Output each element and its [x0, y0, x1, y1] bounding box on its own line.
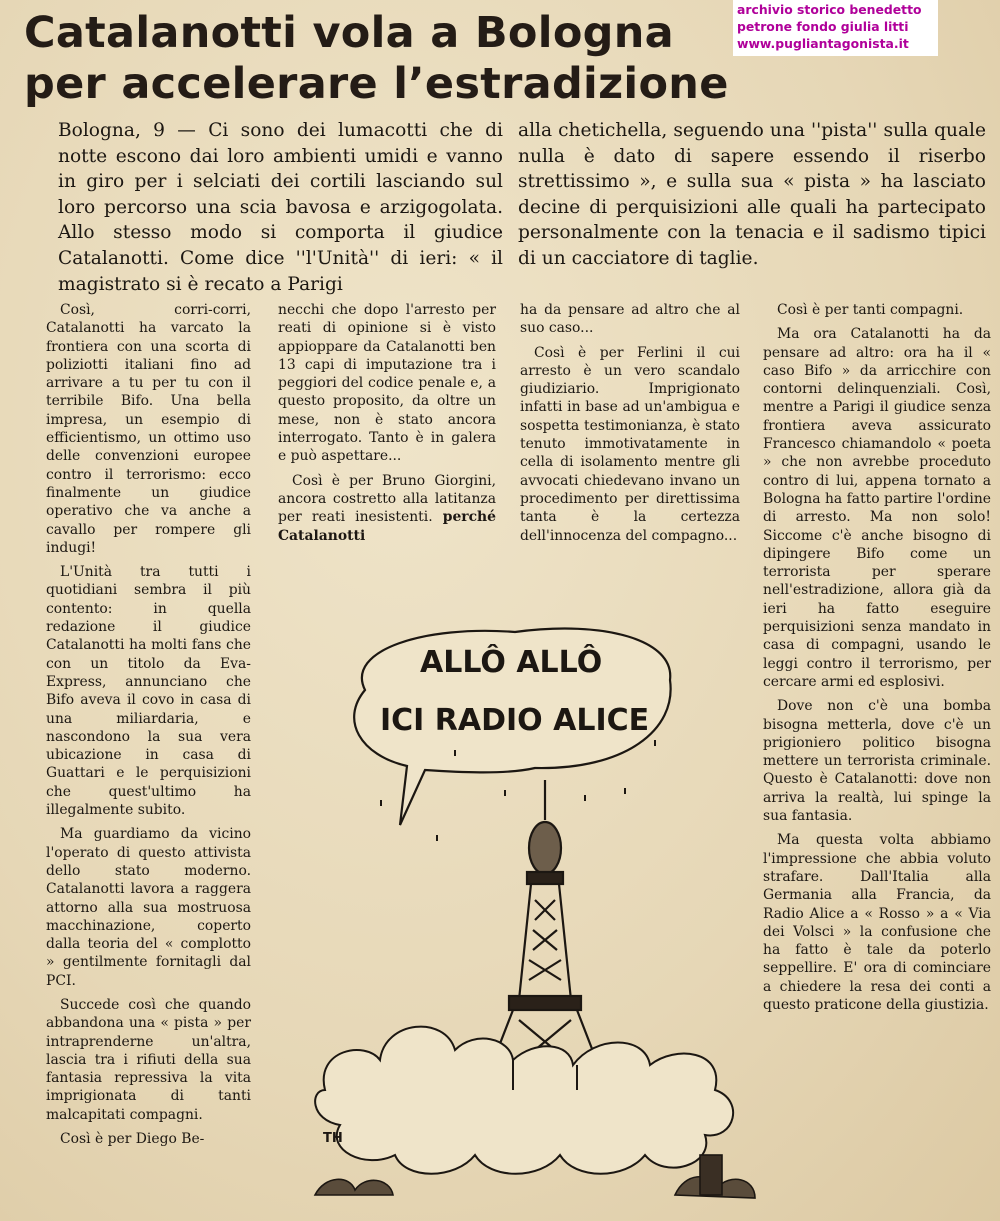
lead-paragraph-left: Bologna, 9 — Ci sono dei lumacotti che di notte escono dai loro ambienti umidi e vanno in giro per i selciati dei cortili lasciando sul loro percorso una scia bavosa e arzigogolata. Allo stesso modo si comporta il giudice Catalanotti. Come dice ''l'Unità'' di ieri: « il magistrato si è recato a Parigi: [58, 120, 503, 295]
cloud-around-tower: [315, 1027, 733, 1174]
archive-watermark: [733, 0, 938, 56]
bubble-text-line-2: ICI RADIO ALICE: [380, 703, 650, 738]
column-paragraph: Ma ora Catalanotti ha da pensare ad altro: ora ha il « caso Bifo » da arricchire con contorni delinquenziali. Così, mentre a Parigi il giudice senza frontiera aveva assicurato Francesco chiamandolo « poeta » che non avrebbe proceduto contro di lui, appena tornato a Bologna ha fatto partire l'ordine di arresto. Ma non solo! Siccome c'è anche bisogno di dipingere Bifo come un terrorista per sperare nell'estradizione, allora già da ieri ha fatto eseguire perquisizioni senza mandato in casa di compagni, usando le leggi contro il terrorismo, per cercare armi ed esplosivi.: [763, 326, 991, 690]
bold-continuation: perché Catalanotti: [278, 509, 496, 544]
headline-line-2: per accelerare l’estradizione: [24, 59, 729, 109]
column-paragraph: Così è per Diego Be-: [60, 1131, 205, 1148]
column-paragraph: Succede così che quando abbandona una « pista » per intraprenderne un'altra, lascia tra i rifiuti della sua fantasia repressiva la vita imprigionata di tanti malcapitati compagni.: [46, 996, 251, 1123]
column-paragraph: Ma guardiamo da vicino l'operato di questo attivista dello stato moderno. Catalanotti lavora a raggera attorno alla sua mostruosa macchinazione, coperto dalla teoria del « complotto » gentilmente fornitagli dal PCI.: [46, 826, 251, 989]
body-column-1: [46, 301, 251, 1154]
column-paragraph: Ma questa volta abbiamo l'impressione che abbia voluto strafare. Dall'Italia alla Germania alla Francia, da Radio Alice a « Rosso » a « Via dei Volsci » la confusione che ha fatto è tale da poterlo seppellire. E' ora di cominciare a chiedere la resa dei conti a questo praticone della giustizia.: [763, 832, 991, 1013]
body-column-2: [278, 301, 496, 551]
eiffel-tower-cartoon: [305, 620, 765, 1210]
column-paragraph: Così, corri-corri, Catalanotti ha varcato la frontiera con una scorta di poliziotti italiani fino ad arrivare a tu per tu con il terribile Bifo. Una bella impresa, un esempio di efficientismo, un ottimo uso delle convenzioni europee contro il terrorismo: ecco finalmente un giudice operativo che va anche a cavallo per rompere gli indugi!: [46, 302, 251, 556]
column-paragraph: necchi che dopo l'arresto per reati di opinione si è visto appioppare da Catalanotti ben 13 capi di imputazione tra i peggiori del codice penale e, a questo proposito, da oltre un mese, non è stato ancora interrogato. Tanto è in galera e può aspettare...: [278, 302, 496, 465]
body-column-4: [763, 301, 991, 1020]
cartoonist-signature: TH: [323, 1131, 343, 1146]
bubble-text-line-1: ALLÔ ALLÔ: [420, 645, 603, 680]
column-paragraph: L'Unità tra tutti i quotidiani sembra il più contento: in quella redazione il giudice Catalanotti ha molti fans che con un titolo da Eva-Express, annunciano che Bifo aveva il covo in casa di una miliardaria, e nascondono la sua vera ubicazione in casa di Guattari e le perquisizioni che quest'ultimo ha illegalmente subito.: [46, 564, 251, 819]
speech-bubble: [354, 629, 670, 825]
headline-line-1: Catalanotti vola a Bologna: [24, 8, 674, 58]
column-paragraph: ha da pensare ad altro che al suo caso...: [520, 302, 740, 337]
column-paragraph: Così è per Ferlini il cui arresto è un vero scandalo giudiziario. Imprigionato infatti in base ad un'ambigua e sospetta testimonianza, è stato tenuto immotivatamente in cella di isolamento mentre gli avvocati chiedevano invano un procedimento per direttissima tanta è la certezza dell'innocenza del compagno...: [520, 344, 740, 544]
watermark-line-2: petrone fondo giulia litti: [737, 19, 909, 34]
article-headline: [24, 8, 729, 110]
watermark-line-1: archivio storico benedetto: [737, 2, 922, 17]
column-paragraph: Dove non c'è una bomba bisogna metterla, dove c'è un prigioniero politico bisogna mettere un terrorista criminale. Questo è Catalanotti: dove non arriva la realtà, lui spinge la sua fantasia.: [763, 698, 991, 825]
lead-paragraph-right: alla chetichella, seguendo una ''pista'' sulla quale nulla è dato di sapere essendo il riserbo strettissimo », e sulla sua « pista » ha lasciato decine di perquisizioni alle quali ha partecipato personalmente con la tenacia e il sadismo tipici di un cacciatore di taglie.: [518, 120, 986, 269]
watermark-line-3: www.pugliantagonista.it: [737, 36, 909, 51]
column-text: Così è per Bruno Giorgini, ancora costretto alla latitanza per reati inesistenti.: [278, 472, 496, 526]
column-paragraph: [278, 472, 496, 545]
column-paragraph: Così è per tanti compagni.: [777, 302, 964, 318]
body-column-3: [520, 301, 740, 551]
